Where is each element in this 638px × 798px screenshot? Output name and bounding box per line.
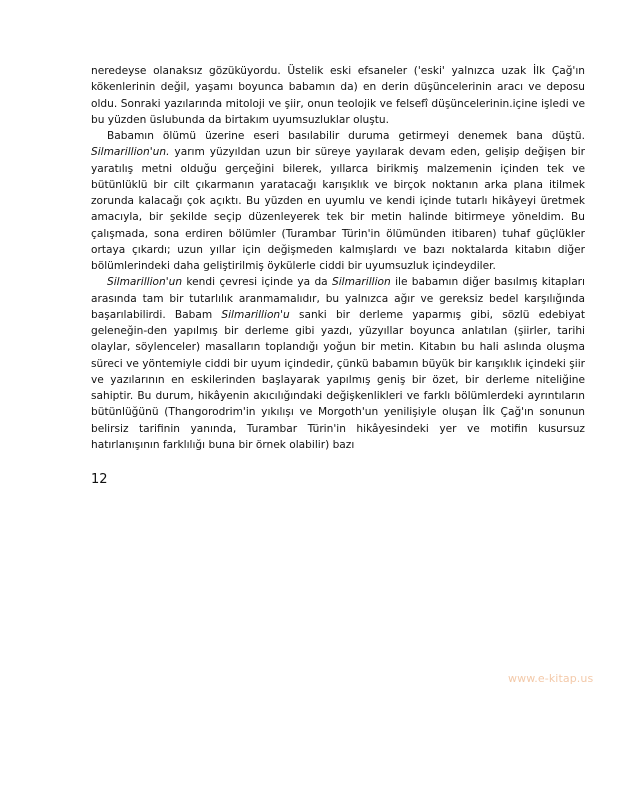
paragraph	[91, 128, 585, 274]
book-title: Silmarillion'un	[107, 276, 183, 289]
paragraph-text: yarım yüzyıldan uzun bir süreye yayılarak devam eden, gelişip değişen bir yaratılış metni olduğu gerçeğini bilerek, yıllarca birikmiş malzemenin içinden tek ve bütünlüklü bir cilt çıkarmanın yaratacağı karışıklık ve birçok noktanın arka plana itilmek zorunda kalacağı çok açıktı. Bu yüzden en uyumlu ve kendi içinde tutarlı hikâyeyi üretmek amacıyla, bir şekilde seçip düzenleyerek tek bir metin halinde bitirmeye yöneldim. Bu çalışmada, sona erdiren bölümler (Turambar Türin'in ölümünden itibaren) tuhaf güçlükler ortaya çıkardı; uzun yıllar için değişmeden kalmışlardı ve bazı noktalarda kitabın diğer bölümlerindeki daha geliştirilmiş öykülerle ciddi bir uyumsuzluk içindeydiler.	[91, 146, 585, 272]
paragraph-text: neredeyse olanaksız gözüküyordu. Üstelik eski efsaneler ('eski' yalnızca uzak İlk Çağ'ın kökenlerinin değil, yaşamı boyunca babamın da) en derin düşüncelerinin aracı ve deposu oldu. Sonraki yazılarında mitoloji ve şiir, onun teolojik ve felsefî düşüncelerinin.içine işledi ve bu yüzden üslubunda da birtakım uyumsuzluklar oluştu.	[91, 65, 585, 126]
paragraph	[91, 274, 585, 453]
paragraph-text: kendi çevresi içinde ya da	[182, 276, 332, 289]
book-title: Silmarillion'un.	[91, 146, 170, 159]
book-title: Silmarillion'u	[221, 308, 290, 321]
page-number: 12	[91, 472, 108, 487]
book-title: Silmarillion	[332, 276, 391, 289]
paragraph-text: ile babamın diğer basılmış kitapları arasında tam bir tutarlılık aranmamalıdır, bu yalnızca ağır ve gereksiz bedel karşılığında başarılabilirdi. Babam	[91, 276, 585, 321]
paragraph-text: sanki bir derleme yaparmış gibi, sözlü edebiyat geleneğin-den yapılmış bir derleme gibi yazdı, yüzyıllar boyunca anlatılan (şiirler, tarihi olaylar, söylenceler) masalların toplandığı yoğun bir metin. Kitabın bu hali aslında oluşma süreci ve yöntemiyle ciddi bir uyum içindedir, çünkü babamın büyük bir karışıklık içindeki şiir ve yazılarının en eskilerinden başlayarak yapılmış geniş bir özet, bir derleme niteliğine sahiptir. Bu durum, hikâyenin akıcılığındaki değişkenlikleri ve farklı bölümlerdeki ayrıntıların bütünlüğünü (Thangorodrim'in yıkılışı ve Morgoth'un yenilişiyle oluşan İlk Çağ'ın sonunun belirsiz tarifinin yanında, Turambar Türin'in hikâyesindeki yer ve motifin kusursuz hatırlanışının farklılığı buna bir örnek olabilir) bazı	[91, 308, 585, 451]
body-text	[91, 63, 585, 453]
paragraph-text: Babamın ölümü üzerine eseri basılabilir duruma getirmeyi denemek bana düştü.	[107, 130, 585, 142]
watermark: www.e-kitap.us	[508, 672, 594, 685]
paragraph	[91, 63, 585, 128]
